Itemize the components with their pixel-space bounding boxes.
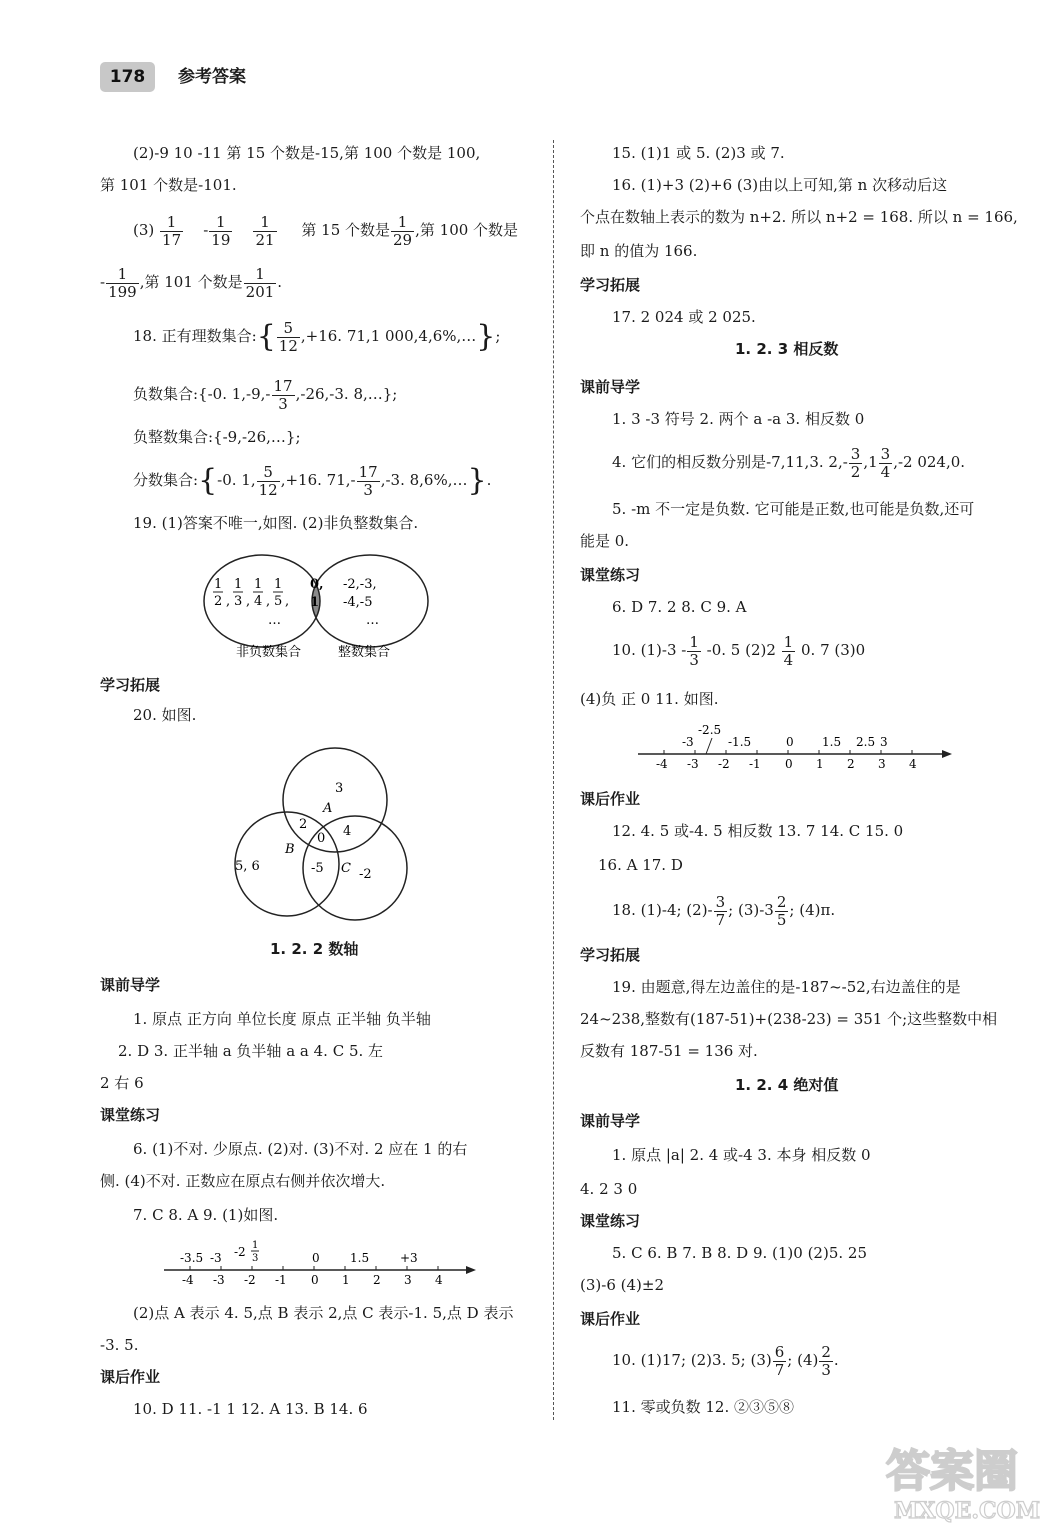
svg-text:1: 1 bbox=[252, 1240, 259, 1251]
section-study-extension: 学习拓展 bbox=[100, 676, 161, 694]
fraction: $\frac{2}{3}$ bbox=[821, 1342, 831, 1379]
class-line-3: 7. C 8. A 9. (1)如图. bbox=[133, 1206, 279, 1224]
svg-text:1: 1 bbox=[274, 577, 283, 592]
svg-text:,: , bbox=[285, 594, 290, 609]
r-q19-line1: 19. 由题意,得左边盖住的是-187~-52,右边盖住的是 bbox=[612, 978, 961, 996]
q20-answer: 20. 如图. bbox=[133, 706, 197, 724]
section-1-2-4-title: 1. 2. 4 绝对值 bbox=[735, 1076, 839, 1094]
tick-label: 0 bbox=[785, 757, 793, 771]
r-pre-line3: 5. -m 不一定是负数. 它可能是正数,也可能是负数,还可 bbox=[612, 500, 975, 518]
tick-label: 2 bbox=[847, 757, 855, 771]
overlap-0: 0, bbox=[310, 577, 324, 592]
svg-text:4: 4 bbox=[343, 824, 352, 839]
svg-text:C: C bbox=[341, 861, 351, 876]
r-class2-line1: 5. C 6. B 7. B 8. D 9. (1)0 (2)5. 25 bbox=[612, 1244, 867, 1262]
r-pre-line2: 4. 它们的相反数分别是-7,11,3. 2,- $\frac{3}{2}$ ,1 $\frac{3}{4}$ ,-2 024,0. bbox=[612, 444, 966, 481]
svg-text:-2: -2 bbox=[359, 867, 372, 882]
svg-text:5: 5 bbox=[274, 594, 283, 609]
r-section-class-practice-2: 课堂练习 bbox=[580, 1212, 641, 1230]
section-class-practice: 课堂练习 bbox=[100, 1106, 161, 1124]
svg-text:A: A bbox=[323, 801, 333, 816]
tick-label: -4 bbox=[182, 1273, 194, 1287]
r-section-pre-study-2: 课前导学 bbox=[580, 1112, 641, 1130]
r-hw2-line2: 11. 零或负数 12. ②③⑤⑧ bbox=[612, 1398, 795, 1416]
r-section-class-practice: 课堂练习 bbox=[580, 566, 641, 584]
fraction: $\frac{5}{12}$ bbox=[278, 318, 298, 355]
fraction: $\frac{1}{201}$ bbox=[245, 264, 275, 301]
fraction: $\frac{3}{2}$ bbox=[850, 444, 861, 481]
q17-part3-line2: - $\frac{1}{199}$ ,第 101 个数是 $\frac{1}{201}$ . bbox=[100, 264, 283, 301]
tick-label: 0 bbox=[311, 1273, 319, 1287]
q17-part2-line2: 第 101 个数是-101. bbox=[100, 176, 237, 194]
tick-label: -2 bbox=[244, 1273, 256, 1287]
svg-text:…: … bbox=[366, 613, 379, 628]
svg-text:1.5: 1.5 bbox=[350, 1251, 370, 1265]
fraction: $\frac{1}{17}$ bbox=[162, 212, 182, 249]
fraction: $\frac{1}{19}$ bbox=[211, 212, 231, 249]
venn-diagram-two-sets bbox=[200, 548, 440, 663]
svg-text:-2: -2 bbox=[234, 1245, 246, 1259]
tick-label: -1 bbox=[749, 757, 761, 771]
section-homework: 课后作业 bbox=[100, 1368, 161, 1386]
q19-answer: 19. (1)答案不唯一,如图. (2)非负整数集合. bbox=[133, 514, 419, 532]
q17-part2-line1: (2)-9 10 -11 第 15 个数是-15,第 100 个数是 100, bbox=[133, 144, 481, 162]
number-line-1 bbox=[160, 1234, 480, 1288]
svg-text:B: B bbox=[285, 842, 295, 857]
r-class-line2: 10. (1)-3 - $\frac{1}{3}$ -0. 5 (2)2 $\frac{1}{4}$ 0. 7 (3)0 bbox=[612, 632, 866, 669]
fraction: $\frac{1}{29}$ bbox=[393, 212, 413, 249]
svg-text:5, 6: 5, 6 bbox=[235, 859, 260, 874]
r-section-homework: 课后作业 bbox=[580, 790, 641, 808]
r-hw-line2: 16. A 17. D bbox=[598, 856, 683, 874]
svg-text:1: 1 bbox=[214, 577, 223, 592]
svg-text:3: 3 bbox=[880, 735, 888, 749]
fraction: $\frac{1}{199}$ bbox=[108, 264, 137, 301]
svg-text:3: 3 bbox=[252, 1253, 259, 1264]
number-line-2 bbox=[636, 718, 956, 774]
integer-items-2: -4,-5 bbox=[343, 595, 373, 610]
r-pre2-line2: 4. 2 3 0 bbox=[580, 1180, 638, 1198]
r-hw2-line1: 10. (1)17; (2)3. 5; (3) $\frac{6}{7}$ ; (4) $\frac{2}{3}$ . bbox=[612, 1342, 839, 1379]
tick-label: 1 bbox=[816, 757, 824, 771]
r-class-line1: 6. D 7. 2 8. C 9. A bbox=[612, 598, 747, 616]
hw-line-1: 10. D 11. -1 1 12. A 13. B 14. 6 bbox=[133, 1400, 368, 1418]
section-1-2-3-title: 1. 2. 3 相反数 bbox=[735, 340, 839, 358]
r-class2-line2: (3)-6 (4)±2 bbox=[580, 1276, 664, 1294]
q18-negative-set: 负数集合:{-0. 1,-9,- $\frac{17}{3}$ ,-26,-3. 8,…}; bbox=[133, 376, 398, 413]
svg-text:2: 2 bbox=[214, 594, 223, 609]
venn-diagram-three-sets bbox=[225, 740, 415, 925]
svg-text:-5: -5 bbox=[311, 861, 324, 876]
tick-label: 4 bbox=[435, 1273, 443, 1287]
class-line-1: 6. (1)不对. 少原点. (2)对. (3)不对. 2 应在 1 的右 bbox=[133, 1140, 468, 1158]
r-q15: 15. (1)1 或 5. (2)3 或 7. bbox=[612, 144, 785, 162]
section-1-2-2-title: 1. 2. 2 数轴 bbox=[270, 940, 359, 958]
page-header-title: 参考答案 bbox=[178, 67, 246, 87]
svg-text:2.5: 2.5 bbox=[856, 735, 876, 749]
svg-text:MXQE.COM: MXQE.COM bbox=[894, 1498, 1040, 1523]
integer-items-1: -2,-3, bbox=[343, 577, 377, 592]
q17-part3-line1: (3) $\frac{1}{17}$ - $\frac{1}{19}$ $\frac{1}{21}$ 第 15 个数是 $\frac{1}{29}$ ,第 100 个数是 bbox=[133, 212, 519, 249]
tick-label: 4 bbox=[909, 757, 917, 771]
svg-text:-3: -3 bbox=[682, 735, 694, 749]
column-divider bbox=[553, 140, 554, 1420]
pre-line-1: 1. 原点 正方向 单位长度 原点 正半轴 负半轴 bbox=[133, 1010, 431, 1028]
fraction: $\frac{3}{7}$ bbox=[715, 892, 726, 929]
class-line-5: -3. 5. bbox=[100, 1336, 139, 1354]
svg-text:2: 2 bbox=[299, 817, 308, 832]
r-hw-line1: 12. 4. 5 或-4. 5 相反数 13. 7 14. C 15. 0 bbox=[612, 822, 904, 840]
svg-text:3: 3 bbox=[335, 781, 344, 796]
svg-text:3: 3 bbox=[234, 594, 243, 609]
svg-text:,: , bbox=[226, 594, 231, 609]
svg-text:1: 1 bbox=[254, 577, 263, 592]
svg-text:-2.5: -2.5 bbox=[698, 723, 722, 737]
r-pre-line1: 1. 3 -3 符号 2. 两个 a -a 3. 相反数 0 bbox=[612, 410, 865, 428]
svg-text:1.5: 1.5 bbox=[822, 735, 842, 749]
tick-label: -2 bbox=[718, 757, 730, 771]
fraction: $\frac{3}{4}$ bbox=[880, 444, 891, 481]
tick-label: -4 bbox=[656, 757, 668, 771]
svg-text:0: 0 bbox=[312, 1251, 320, 1265]
r-section-study-extension-2: 学习拓展 bbox=[580, 946, 641, 964]
tick-label: -3 bbox=[687, 757, 699, 771]
fraction: $\frac{5}{12}$ bbox=[258, 462, 278, 499]
tick-label: -1 bbox=[275, 1273, 287, 1287]
tick-label: -3 bbox=[213, 1273, 225, 1287]
r-class-line3: (4)负 正 0 11. 如图. bbox=[580, 690, 719, 708]
svg-text:-1.5: -1.5 bbox=[728, 735, 752, 749]
dots: … bbox=[268, 613, 281, 628]
pre-line-2: 2. D 3. 正半轴 a 负半轴 a a 4. C 5. 左 bbox=[118, 1042, 384, 1060]
fraction: $\frac{1}{3}$ bbox=[689, 632, 699, 669]
non-negative-set-label: 非负数集合 bbox=[236, 645, 302, 660]
svg-text:,: , bbox=[266, 594, 271, 609]
r-section-pre-study: 课前导学 bbox=[580, 378, 641, 396]
set-a-circle bbox=[283, 748, 387, 852]
class-line-2: 侧. (4)不对. 正数应在原点右侧并依次增大. bbox=[100, 1172, 386, 1190]
q18-fraction-set: 分数集合:{-0. 1, $\frac{5}{12}$ ,+16. 71,- $\frac{17}{3}$ ,-3. 8,6%,…}. bbox=[133, 462, 492, 499]
integer-set-label: 整数集合 bbox=[338, 645, 391, 660]
section-pre-study: 课前导学 bbox=[100, 976, 161, 994]
r-pre-line4: 能是 0. bbox=[580, 532, 630, 550]
fraction: $\frac{1}{4}$ bbox=[783, 632, 794, 669]
fraction: $\frac{6}{7}$ bbox=[774, 1342, 785, 1379]
r-q19-line3: 反数有 187-51 = 136 对. bbox=[580, 1042, 758, 1060]
svg-text:0: 0 bbox=[317, 831, 326, 846]
r-q17: 17. 2 024 或 2 025. bbox=[612, 308, 756, 326]
fraction: $\frac{1}{21}$ bbox=[255, 212, 275, 249]
fraction: $\frac{17}{3}$ bbox=[273, 376, 293, 413]
tick-label: 3 bbox=[404, 1273, 412, 1287]
r-section-study-extension: 学习拓展 bbox=[580, 276, 641, 294]
svg-text:4: 4 bbox=[254, 594, 263, 609]
svg-text:1: 1 bbox=[234, 577, 243, 592]
svg-text:-3.5: -3.5 bbox=[180, 1251, 204, 1265]
page-number-badge: 178 bbox=[100, 62, 155, 92]
pre-line-3: 2 右 6 bbox=[100, 1074, 144, 1092]
class-line-4: (2)点 A 表示 4. 5,点 B 表示 2,点 C 表示-1. 5,点 D 表示 bbox=[133, 1304, 514, 1322]
svg-text:+3: +3 bbox=[400, 1251, 418, 1265]
overlap-1: 1 bbox=[310, 595, 320, 610]
tick-label: 3 bbox=[878, 757, 886, 771]
svg-text:答案圈: 答案圈 bbox=[886, 1446, 1018, 1497]
fraction: $\frac{2}{5}$ bbox=[776, 892, 787, 929]
r-q16-line1: 16. (1)+3 (2)+6 (3)由以上可知,第 n 次移动后这 bbox=[612, 176, 948, 194]
r-pre2-line1: 1. 原点 |a| 2. 4 或-4 3. 本身 相反数 0 bbox=[612, 1146, 871, 1164]
fraction: $\frac{17}{3}$ bbox=[358, 462, 378, 499]
r-q19-line2: 24~238,整数有(187-51)+(238-23) = 351 个;这些整数中相 bbox=[580, 1010, 998, 1028]
svg-text:,: , bbox=[246, 594, 251, 609]
r-q16-line2: 个点在数轴上表示的数为 n+2. 所以 n+2 = 168. 所以 n = 166, bbox=[580, 208, 1018, 226]
q18-positive-set: 18. 正有理数集合:{ $\frac{5}{12}$ ,+16. 71,1 000,4,6%,…}; bbox=[133, 318, 501, 355]
r-section-homework-2: 课后作业 bbox=[580, 1310, 641, 1328]
tick-label: 2 bbox=[373, 1273, 381, 1287]
svg-text:-3: -3 bbox=[210, 1251, 222, 1265]
watermark-logo bbox=[880, 1438, 1040, 1523]
tick-label: 1 bbox=[342, 1273, 350, 1287]
r-q16-line3: 即 n 的值为 166. bbox=[580, 242, 698, 260]
r-hw-line3: 18. (1)-4; (2)- $\frac{3}{7}$ ; (3)-3 $\frac{2}{5}$ ; (4)π. bbox=[612, 892, 836, 929]
svg-text:0: 0 bbox=[786, 735, 794, 749]
q18-negative-integer-set: 负整数集合:{-9,-26,…}; bbox=[133, 428, 301, 446]
